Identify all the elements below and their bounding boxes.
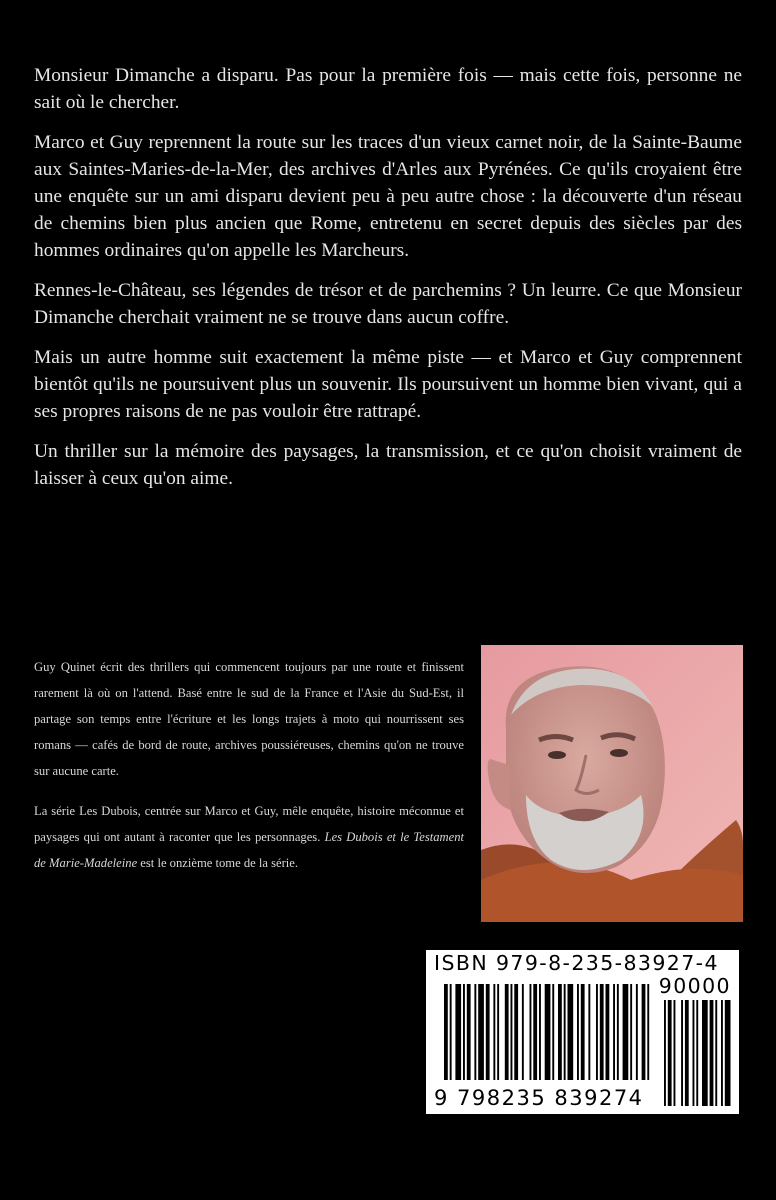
- blurb-paragraph: Monsieur Dimanche a disparu. Pas pour la première fois — mais cette fois, personne ne sait où le chercher.: [34, 65, 742, 113]
- barcode-bar: [685, 1000, 689, 1106]
- author-bio-paragraph: Guy Quinet écrit des thrillers qui commencent toujours par une route et finissent rarement là où on l'attend. Basé entre le sud de la France et l'Asie du Sud-Est, il partage son temps entre l'écriture et les longs trajets à moto qui nourrissent ses romans — cafés de bord de route, archives poussiéreuses, chemins qu'on ne trouve sur aucune carte.: [34, 660, 464, 778]
- author-bio: [34, 654, 464, 890]
- barcode-bar: [725, 1000, 731, 1106]
- barcode-bar: [514, 984, 518, 1080]
- barcode-bar: [674, 1000, 676, 1106]
- barcode-bar: [577, 984, 579, 1080]
- barcode-bar: [681, 1000, 683, 1106]
- barcode-bar: [533, 984, 537, 1080]
- author-bio-paragraph: [34, 798, 464, 876]
- author-photo: [481, 645, 743, 922]
- barcode-bar: [511, 984, 513, 1080]
- barcode-bar: [558, 984, 562, 1080]
- barcode-bar: [539, 984, 541, 1080]
- barcode-bar: [647, 984, 649, 1080]
- price-code: 90000: [658, 974, 731, 998]
- barcode-bar: [613, 984, 615, 1080]
- barcode-bar: [450, 984, 452, 1080]
- barcode-bar: [721, 1000, 723, 1106]
- barcode-bar: [617, 984, 619, 1080]
- barcode-bar: [600, 984, 604, 1080]
- barcode-bar: [505, 984, 509, 1080]
- back-cover-blurb: [34, 62, 742, 505]
- barcode-bar: [588, 984, 590, 1080]
- barcode-bar: [478, 984, 484, 1080]
- barcode-bar: [642, 984, 646, 1080]
- author-portrait-illustration: [481, 645, 743, 922]
- barcode-bar: [474, 984, 476, 1080]
- barcode-bar: [623, 984, 629, 1080]
- blurb-paragraph: Rennes-le-Château, ses légendes de trésor et de parchemins ? Un leurre. Ce que Monsieur Dimanche cherchait vraiment ne se trouve dans aucun coffre.: [34, 280, 742, 328]
- barcode-bar: [693, 1000, 695, 1106]
- barcode-bar: [530, 984, 532, 1080]
- barcode-bar: [596, 984, 598, 1080]
- barcode-bar: [710, 1000, 714, 1106]
- barcode-bar: [444, 984, 448, 1080]
- isbn-barcode: [426, 950, 739, 1114]
- isbn-number: ISBN 979-8-235-83927-4: [434, 951, 719, 975]
- barcode-bar: [467, 984, 471, 1080]
- barcode-bar: [606, 984, 610, 1080]
- barcode-bar: [702, 1000, 708, 1106]
- barcode-bar: [630, 984, 632, 1080]
- series-description: La série Les Dubois, centrée sur Marco et Guy, mêle enquête, histoire méconnue et paysages qui ont autant à raconter que les personnages.: [34, 804, 464, 844]
- barcode-bar: [493, 984, 495, 1080]
- barcode-bar: [497, 984, 499, 1080]
- book-title: Les Dubois et le Testament de Marie-Madeleine: [34, 830, 465, 870]
- barcode-bar: [552, 984, 554, 1080]
- barcode-bar: [522, 984, 524, 1080]
- blurb-paragraph: Mais un autre homme suit exactement la même piste — et Marco et Guy comprennent bientôt qu'ils ne poursuivent plus un souvenir. Ils poursuivent un homme bien vivant, qui a ses propres raisons de ne pas vouloir être rattrapé.: [34, 347, 742, 422]
- barcode-bar: [664, 1000, 666, 1106]
- barcode-bar: [668, 1000, 672, 1106]
- barcode-bar: [568, 984, 574, 1080]
- series-position: est le onzième tome de la série.: [137, 856, 299, 870]
- barcode-bar: [463, 984, 465, 1080]
- barcode-bar: [564, 984, 566, 1080]
- barcode-bar: [581, 984, 585, 1080]
- barcode-bar: [715, 1000, 717, 1106]
- barcode-bar: [455, 984, 461, 1080]
- blurb-paragraph: Un thriller sur la mémoire des paysages, la transmission, et ce qu'on choisit vraiment de laisser à ceux qu'on aime.: [34, 441, 742, 489]
- barcode-bar: [486, 984, 490, 1080]
- ean-digits: 9 798235 839274: [434, 1086, 644, 1110]
- blurb-paragraph: Marco et Guy reprennent la route sur les traces d'un vieux carnet noir, de la Sainte-Baume aux Saintes-Maries-de-la-Mer, des archives d'Arles aux Pyrénées. Ce qu'ils croyaient être une enquête sur un ami disparu devient peu à peu autre chose : la découverte d'un réseau de chemins bien plus ancien que Rome, entretenu en secret depuis des siècles par des hommes ordinaires qu'on appelle les Marcheurs.: [34, 132, 742, 261]
- barcode-bar: [545, 984, 551, 1080]
- barcode-bar: [636, 984, 638, 1080]
- barcode-bar: [696, 1000, 698, 1106]
